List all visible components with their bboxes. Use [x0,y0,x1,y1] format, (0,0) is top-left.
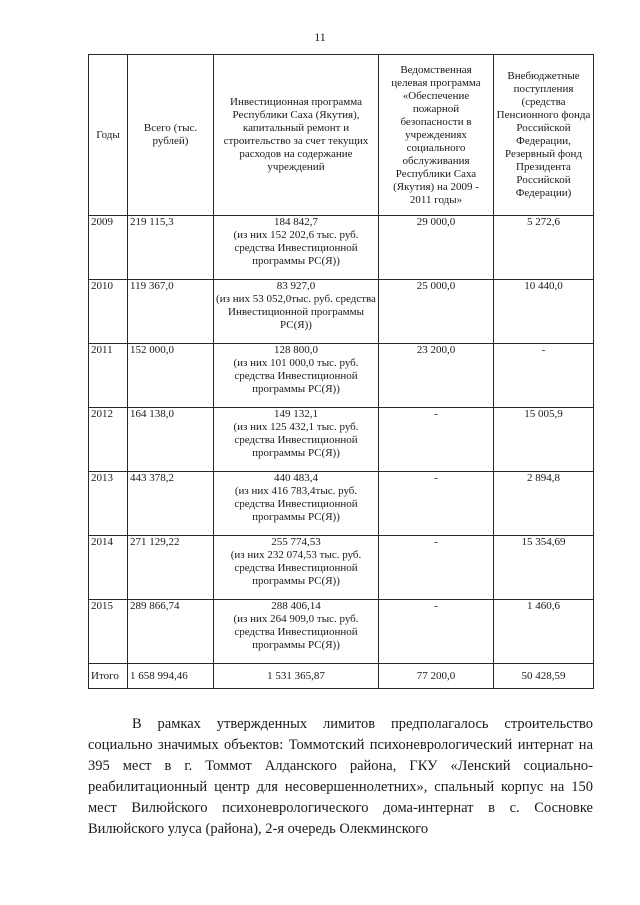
investment-main: 288 406,14 [271,600,321,612]
cell-total: 119 367,0 [128,280,214,344]
cell-investment [214,344,379,408]
cell-year: 2011 [89,344,128,408]
cell-program: 23 200,0 [379,344,494,408]
table-row [89,280,594,344]
cell-program: - [379,536,494,600]
cell-program: 29 000,0 [379,216,494,280]
cell-year: 2009 [89,216,128,280]
header-program: Ведомственная целевая программа «Обеспечение пожарной безопасности в учреждениях социального обслуживания Республики Саха (Якутия) на 2009 - 2011 годы» [379,55,494,216]
cell-investment [214,408,379,472]
cell-investment [214,472,379,536]
funding-table [88,54,594,689]
cell-program: - [379,472,494,536]
table-row [89,408,594,472]
investment-sub: (из них 264 909,0 тыс. руб. средства Инвестиционной программы РС(Я)) [233,613,359,651]
investment-main: 149 132,1 [274,408,318,420]
cell-total: 271 129,22 [128,536,214,600]
cell-program: - [379,600,494,664]
investment-sub: (из них 125 432,1 тыс. руб. средства Инвестиционной программы РС(Я)) [233,421,359,459]
totals-row [89,664,594,689]
cell-investment [214,536,379,600]
cell-total: 443 378,2 [128,472,214,536]
cell-total: 164 138,0 [128,408,214,472]
cell-extrabudget: 2 894,8 [494,472,594,536]
totals-label: Итого [89,664,128,689]
table-row [89,600,594,664]
table-header-row [89,55,594,216]
body-paragraph: В рамках утвержденных лимитов предполагалось строительство социально значимых объектов: Томмотский психоневрологический интернат на 395 мест в г. Томмот Алданского района, ГКУ «Ленский социально-реабилитационный центр для несовершеннолетних», спальный корпус на 150 мест Вилюйского психоневрологического дома-интернат в с. Сосновке Вилюйского улуса (района), 2-я очередь Олекминского [88,716,593,837]
table-row [89,536,594,600]
cell-extrabudget: 5 272,6 [494,216,594,280]
investment-main: 255 774,53 [271,536,321,548]
investment-main: 128 800,0 [274,344,318,356]
header-total: Всего (тыс. рублей) [128,55,214,216]
investment-main: 83 927,0 [276,280,316,292]
totals-program: 77 200,0 [379,664,494,689]
cell-year: 2014 [89,536,128,600]
cell-investment [214,280,379,344]
investment-main: 440 483,4 [274,472,318,484]
cell-total: 152 000,0 [128,344,214,408]
header-year: Годы [89,55,128,216]
investment-sub: (из них 53 052,0тыс. руб. средства Инвестиционной программы РС(Я)) [216,293,376,331]
investment-sub: (из них 416 783,4тыс. руб. средства Инвестиционной программы РС(Я)) [234,485,358,523]
investment-sub: (из них 232 074,53 тыс. руб. средства Инвестиционной программы РС(Я)) [230,549,362,587]
page-number: 11 [314,30,326,44]
table-row [89,344,594,408]
cell-total: 289 866,74 [128,600,214,664]
cell-extrabudget: - [494,344,594,408]
cell-extrabudget: 15 005,9 [494,408,594,472]
table-row [89,472,594,536]
cell-year: 2013 [89,472,128,536]
investment-sub: (из них 152 202,6 тыс. руб. средства Инвестиционной программы РС(Я)) [233,229,359,267]
cell-extrabudget: 1 460,6 [494,600,594,664]
investment-sub: (из них 101 000,0 тыс. руб. средства Инвестиционной программы РС(Я)) [233,357,359,395]
totals-investment: 1 531 365,87 [214,664,379,689]
cell-investment [214,600,379,664]
cell-program: 25 000,0 [379,280,494,344]
header-investment: Инвестиционная программа Республики Саха (Якутия), капитальный ремонт и строительство за счет текущих расходов на содержание учреждений [214,55,379,216]
cell-year: 2015 [89,600,128,664]
header-extrabudget: Внебюджетные поступления (средства Пенсионного фонда Российской Федерации, Резервный фонд Президента Российской Федерации) [494,55,594,216]
table-row [89,216,594,280]
investment-main: 184 842,7 [274,216,318,228]
cell-year: 2010 [89,280,128,344]
totals-extrabudget: 50 428,59 [494,664,594,689]
cell-program: - [379,408,494,472]
cell-total: 219 115,3 [128,216,214,280]
cell-investment [214,216,379,280]
cell-year: 2012 [89,408,128,472]
cell-extrabudget: 15 354,69 [494,536,594,600]
cell-extrabudget: 10 440,0 [494,280,594,344]
totals-total: 1 658 994,46 [128,664,214,689]
